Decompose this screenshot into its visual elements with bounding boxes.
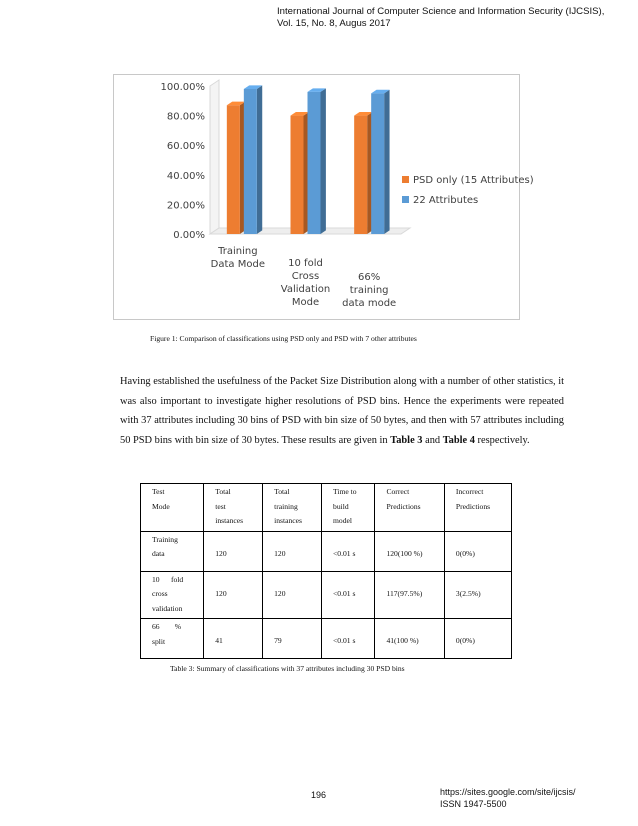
bar [354, 116, 367, 234]
legend-swatch [402, 196, 409, 203]
cell-correct: 120(100 %) [375, 531, 444, 571]
cell-incorrect: 3(2.5%) [444, 571, 511, 619]
y-tick-label: 40.00% [166, 170, 205, 182]
bar [291, 116, 304, 234]
x-category-label: 66% [358, 272, 381, 283]
legend-label: PSD only (15 Attributes) [413, 175, 534, 186]
footer-url: https://sites.google.com/site/ijcsis/ [440, 787, 576, 797]
header-total-test: Total test instances [204, 484, 263, 532]
y-tick-label: 20.00% [166, 200, 205, 212]
cell-incorrect: 0(0%) [444, 619, 511, 659]
bar-side [257, 85, 262, 234]
cell-test: 120 [204, 571, 263, 619]
journal-header-line-2: Vol. 15, No. 8, Augus 2017 [277, 18, 391, 29]
table-caption: Table 3: Summary of classifications with 37 attributes including 30 PSD bins [170, 664, 405, 673]
body-paragraph [120, 372, 564, 450]
y-tick-label: 100.00% [160, 82, 205, 93]
cell-correct: 117(97.5%) [375, 571, 444, 619]
cell-time: <0.01 s [322, 619, 375, 659]
figure-caption: Figure 1: Comparison of classifications using PSD only and PSD with 7 other attributes [150, 334, 417, 343]
chart-side-wall [210, 80, 219, 234]
cell-train: 79 [263, 619, 322, 659]
cell-time: <0.01 s [322, 531, 375, 571]
bar [308, 92, 321, 234]
header-total-training: Total training instances [263, 484, 322, 532]
bar-chart [113, 74, 534, 320]
cell-time: <0.01 s [322, 571, 375, 619]
x-category-label: Mode [291, 297, 320, 308]
legend-swatch [402, 176, 409, 183]
bar-chart-svg [114, 75, 534, 319]
cell-train: 120 [263, 531, 322, 571]
bar-side [384, 90, 389, 234]
results-table [140, 483, 512, 659]
footer-info [440, 786, 576, 810]
legend-label: 22 Attributes [413, 195, 479, 206]
table-row [141, 619, 512, 659]
cell-mode: 66 % split [141, 619, 204, 659]
x-category-label: 10 fold [288, 258, 323, 269]
x-category-label: Data Mode [210, 259, 265, 270]
table-3-reference: Table 3 [390, 434, 423, 446]
bar [244, 89, 257, 234]
footer-issn: ISSN 1947-5500 [440, 799, 507, 809]
y-tick-label: 60.00% [166, 141, 205, 153]
x-category-label: Training [218, 246, 258, 257]
header-time-to-build: Time to build model [322, 484, 375, 532]
cell-correct: 41(100 %) [375, 619, 444, 659]
cell-incorrect: 0(0%) [444, 531, 511, 571]
cell-train: 120 [263, 571, 322, 619]
cell-test: 41 [204, 619, 263, 659]
paragraph-text: Having established the usefulness of the Packet Size Distribution along with a number of other statistics, it was also important to investigate higher resolutions of PSD bins. Hence the experiments were repeated with 37 attributes including 30 bins of PSD with bin size of 50 bytes, and then with 57 attributes including 50 PSD bins with bin size of 30 bytes. These results are given in [120, 376, 564, 446]
y-tick-label: 0.00% [173, 230, 205, 241]
paragraph-end: respectively. [474, 434, 530, 446]
header-incorrect: Incorrect Predictions [444, 484, 511, 532]
y-tick-label: 80.00% [166, 111, 205, 123]
cell-mode: Training data [141, 531, 204, 571]
x-category-label: training [349, 285, 389, 296]
bar [371, 93, 384, 234]
header-test-mode: Test Mode [141, 484, 204, 532]
cell-mode: 10 fold cross validation [141, 571, 204, 619]
journal-header-line-1: International Journal of Computer Science and Information Security (IJCSIS), [277, 6, 605, 17]
journal-header [277, 6, 604, 30]
x-category-label: Cross [291, 271, 320, 282]
cell-test: 120 [204, 531, 263, 571]
table-4-reference: Table 4 [442, 434, 475, 446]
table-row [141, 571, 512, 619]
paragraph-and: and [422, 434, 443, 446]
x-category-label: Validation [280, 284, 331, 295]
bar-side [321, 88, 326, 234]
page-number: 196 [311, 790, 327, 800]
header-correct: Correct Predictions [375, 484, 444, 532]
bar [227, 105, 240, 234]
table-row [141, 531, 512, 571]
table-header-row [141, 484, 512, 532]
x-category-label: data mode [342, 298, 397, 309]
